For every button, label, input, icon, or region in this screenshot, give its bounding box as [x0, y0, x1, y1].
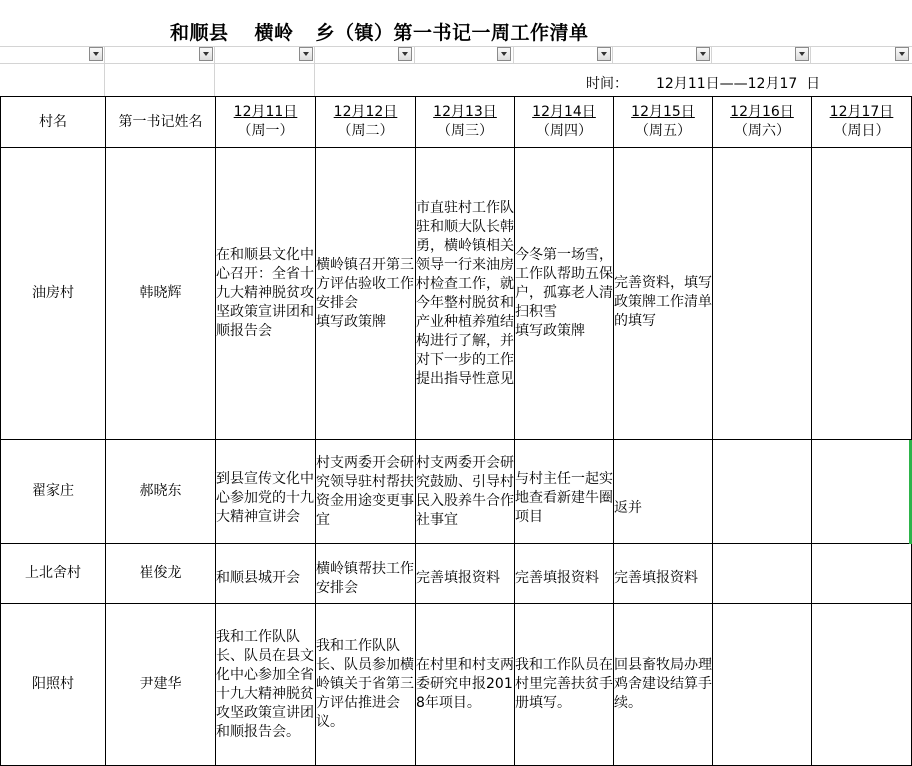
entry-cell[interactable] [515, 440, 614, 544]
entry-cell[interactable] [812, 440, 912, 544]
header-date: 12月15日 [631, 104, 695, 120]
entry-cell[interactable] [515, 148, 614, 440]
entry-cell[interactable] [614, 148, 713, 440]
entry-cell[interactable] [812, 148, 912, 440]
village-cell[interactable]: 翟家庄 [1, 440, 106, 544]
entry-cell[interactable] [515, 544, 614, 604]
gridline [314, 46, 315, 96]
entry-cell[interactable] [614, 544, 713, 604]
entry-text: 我和工作队队长、队员在县文化中心参加全省十九大精神脱贫攻坚政策宣讲团和顺报告会。 [216, 628, 314, 740]
header-day-3[interactable] [416, 97, 515, 148]
header-day-1[interactable] [216, 97, 316, 148]
header-date: 12月17日 [829, 104, 894, 120]
gridline [810, 46, 811, 63]
entry-cell[interactable] [812, 544, 912, 604]
entry-text: 和顺县城开会 [216, 570, 300, 586]
entry-text: 到县宣传文化中心参加党的十九大精神宣讲会 [216, 471, 314, 525]
filter-dropdown-icon[interactable] [895, 47, 909, 61]
entry-text: 横岭镇召开第三方评估验收工作安排会 填写政策牌 [316, 256, 414, 330]
gridline [214, 46, 215, 96]
entry-cell[interactable] [216, 604, 316, 766]
filter-dropdown-icon[interactable] [696, 47, 710, 61]
title-row [0, 0, 912, 46]
entry-text: 我和工作队员在村里完善扶贫手册填写。 [515, 657, 613, 711]
village-cell[interactable]: 油房村 [1, 148, 106, 440]
table-row [1, 440, 912, 544]
entry-text: 在和顺县文化中心召开：全省十九大精神脱贫攻坚政策宣讲团和顺报告会 [216, 247, 314, 339]
header-weekday: （周六） [734, 123, 790, 139]
entry-text: 回县畜牧局办理鸡舍建设结算手续。 [614, 657, 712, 711]
weekly-work-table [0, 96, 912, 766]
table-row [1, 148, 912, 440]
header-weekday: （周四） [536, 123, 592, 139]
entry-cell[interactable] [416, 604, 515, 766]
header-date: 12月13日 [433, 104, 497, 120]
header-date: 12月11日 [233, 104, 298, 120]
gridline [0, 63, 912, 64]
entry-text: 村支两委开会研究鼓励、引导村民入股养牛合作社事宜 [416, 454, 514, 528]
table-row [1, 544, 912, 604]
gridline [414, 46, 415, 63]
header-village[interactable]: 村名 [1, 97, 106, 148]
secretary-cell[interactable]: 韩晓辉 [106, 148, 216, 440]
entry-cell[interactable] [216, 148, 316, 440]
filter-dropdown-icon[interactable] [299, 47, 313, 61]
header-day-2[interactable] [316, 97, 416, 148]
title-county: 和顺县 [170, 22, 229, 44]
village-cell[interactable]: 阳照村 [1, 604, 106, 766]
entry-cell[interactable] [316, 440, 416, 544]
entry-cell[interactable] [713, 544, 812, 604]
title-township: 横岭 [254, 22, 294, 44]
gridline [513, 46, 514, 63]
gridline [711, 46, 712, 63]
secretary-cell[interactable]: 崔俊龙 [106, 544, 216, 604]
header-weekday: （周五） [635, 123, 691, 139]
entry-text: 我和工作队队长、队员参加横岭镇关于省第三方评估推进会议。 [316, 638, 414, 730]
entry-text: 完善填报资料 [416, 570, 500, 586]
header-weekday: （周二） [337, 123, 394, 139]
filter-dropdown-icon[interactable] [398, 47, 412, 61]
header-date: 12月14日 [532, 104, 596, 120]
entry-cell[interactable] [316, 604, 416, 766]
entry-cell[interactable] [216, 440, 316, 544]
filter-dropdown-icon[interactable] [89, 47, 103, 61]
entry-cell[interactable] [713, 440, 812, 544]
entry-cell[interactable] [216, 544, 316, 604]
entry-text: 返并 [614, 500, 642, 516]
period-value: 12月11日——12月17 日 [656, 76, 821, 92]
entry-cell[interactable] [614, 604, 713, 766]
filter-dropdown-icon[interactable] [597, 47, 611, 61]
entry-cell[interactable] [316, 544, 416, 604]
gridline [104, 46, 105, 96]
entry-cell[interactable] [713, 148, 812, 440]
header-day-7[interactable] [812, 97, 912, 148]
header-secretary[interactable]: 第一书记姓名 [106, 97, 216, 148]
entry-text: 完善填报资料 [515, 570, 599, 586]
header-date: 12月12日 [333, 104, 398, 120]
table-row [1, 604, 912, 766]
secretary-cell[interactable]: 尹建华 [106, 604, 216, 766]
header-day-6[interactable] [713, 97, 812, 148]
entry-text: 村支两委开会研究领导驻村帮扶资金用途变更事宜 [316, 454, 414, 528]
header-weekday: （周三） [437, 123, 493, 139]
entry-cell[interactable] [713, 604, 812, 766]
header-day-4[interactable] [515, 97, 614, 148]
header-weekday: （周日） [833, 123, 890, 139]
header-weekday: （周一） [237, 123, 294, 139]
entry-text: 今冬第一场雪，工作队帮助五保户，孤寡老人清扫积雪 填写政策牌 [515, 247, 613, 339]
entry-text: 市直驻村工作队驻和顺大队长韩勇，横岭镇相关领导一行来油房村检查工作，就今年整村脱贫和产业种植养殖结构进行了解，并对下一步的工作提出指导性意见 [416, 199, 514, 387]
sheet-title [170, 18, 589, 45]
filter-dropdown-icon[interactable] [795, 47, 809, 61]
header-row [1, 97, 912, 148]
village-cell[interactable]: 上北舍村 [1, 544, 106, 604]
header-day-5[interactable] [614, 97, 713, 148]
title-suffix: 乡（镇）第一书记一周工作清单 [315, 22, 589, 44]
filter-dropdown-icon[interactable] [199, 47, 213, 61]
filter-dropdown-icon[interactable] [497, 47, 511, 61]
entry-text: 横岭镇帮扶工作安排会 [316, 560, 414, 596]
entry-text: 与村主任一起实地查看新建牛圈项目 [515, 471, 613, 525]
header-date: 12月16日 [730, 104, 794, 120]
entry-cell[interactable] [416, 544, 515, 604]
entry-cell[interactable] [614, 440, 713, 544]
gridline [0, 46, 912, 47]
gridline [612, 46, 613, 63]
entry-text: 在村里和村支两委研究申报2018年项目。 [416, 657, 514, 711]
period-label: 时间： [586, 76, 628, 92]
entry-cell[interactable] [416, 148, 515, 440]
entry-cell[interactable] [316, 148, 416, 440]
entry-text: 完善资料，填写政策牌工作清单的填写 [614, 275, 712, 329]
entry-cell[interactable] [515, 604, 614, 766]
secretary-cell[interactable]: 郝晓东 [106, 440, 216, 544]
entry-cell[interactable] [812, 604, 912, 766]
entry-text: 完善填报资料 [614, 570, 698, 586]
entry-cell[interactable] [416, 440, 515, 544]
